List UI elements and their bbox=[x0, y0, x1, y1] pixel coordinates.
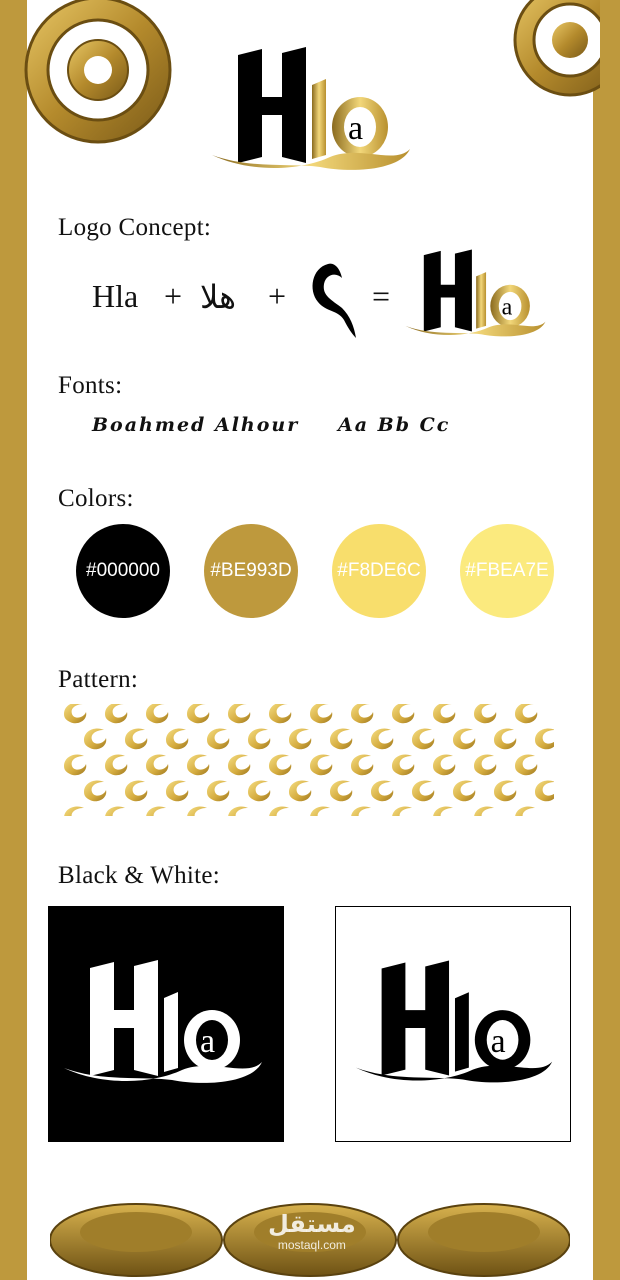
top-right-ornament bbox=[500, 0, 600, 100]
pattern-motif bbox=[330, 780, 352, 801]
pattern-motif bbox=[330, 728, 352, 749]
logo-on-white bbox=[335, 906, 571, 1142]
pattern-motif bbox=[310, 704, 332, 723]
pattern-motif bbox=[248, 728, 270, 749]
pattern-motif bbox=[494, 780, 516, 801]
pattern-motif bbox=[248, 780, 270, 801]
watermark bbox=[268, 1212, 356, 1252]
pattern-motif bbox=[105, 806, 127, 816]
pattern-motif bbox=[351, 704, 373, 723]
main-logo bbox=[210, 45, 415, 175]
concept-heading: Logo Concept: bbox=[58, 214, 212, 241]
pattern-motif bbox=[269, 806, 291, 816]
fonts-heading: Fonts: bbox=[58, 372, 123, 399]
pattern-motif bbox=[392, 806, 414, 816]
right-gold-border bbox=[593, 0, 620, 1280]
pattern-motif bbox=[515, 806, 537, 816]
concept-arabic: هلا bbox=[200, 278, 236, 316]
pattern-motif bbox=[453, 780, 475, 801]
pattern-motif bbox=[269, 704, 291, 723]
concept-result-logo bbox=[404, 248, 549, 340]
svg-text:a: a bbox=[501, 294, 513, 321]
pattern-motif bbox=[64, 704, 86, 723]
pattern-motif bbox=[187, 704, 209, 723]
pattern-motif bbox=[269, 754, 291, 775]
pattern-motif bbox=[412, 780, 434, 801]
black-logo bbox=[336, 907, 570, 1141]
pattern-motif bbox=[351, 754, 373, 775]
bw-heading: Black & White: bbox=[58, 862, 221, 889]
pattern-motif bbox=[310, 754, 332, 775]
pattern-motif bbox=[64, 754, 86, 775]
pattern-motif bbox=[187, 754, 209, 775]
color-swatch-yellow: #F8DE6C bbox=[332, 524, 426, 618]
pattern-motif bbox=[125, 728, 147, 749]
pattern-motif bbox=[146, 704, 168, 723]
pattern-motif bbox=[84, 728, 106, 749]
pattern-motif bbox=[453, 728, 475, 749]
watermark-latin: mostaql.com bbox=[277, 1238, 346, 1252]
font-name: Boahmed Alhour bbox=[92, 414, 300, 436]
pattern-motif bbox=[371, 780, 393, 801]
color-swatch-black: #000000 bbox=[76, 524, 170, 618]
pattern-motif bbox=[84, 780, 106, 801]
pattern-motif bbox=[289, 780, 311, 801]
pattern-motif bbox=[433, 704, 455, 723]
pattern-motif bbox=[494, 728, 516, 749]
plus-sign-1: + bbox=[164, 278, 183, 314]
pattern-motif bbox=[289, 728, 311, 749]
concept-row bbox=[92, 270, 562, 340]
pattern-motif bbox=[474, 754, 496, 775]
colors-heading: Colors: bbox=[58, 485, 134, 512]
pattern-motif bbox=[166, 780, 188, 801]
pattern-motif bbox=[392, 704, 414, 723]
left-gold-border bbox=[0, 0, 27, 1280]
color-swatch-gold: #BE993D bbox=[204, 524, 298, 618]
pattern-motif bbox=[515, 754, 537, 775]
pattern-motif bbox=[535, 728, 554, 749]
pattern-motif bbox=[207, 728, 229, 749]
pattern-motif bbox=[433, 754, 455, 775]
equals-sign: = bbox=[372, 278, 391, 314]
pattern-motif bbox=[166, 728, 188, 749]
logo-pattern bbox=[62, 704, 554, 816]
font-sample: Aa Bb Cc bbox=[338, 414, 451, 436]
pattern-motif bbox=[371, 728, 393, 749]
logo-at-glyph: a bbox=[348, 110, 364, 147]
pattern-motif bbox=[412, 728, 434, 749]
pattern-motif bbox=[351, 806, 373, 816]
pattern-heading: Pattern: bbox=[58, 666, 139, 693]
white-logo bbox=[48, 906, 284, 1142]
svg-text:a: a bbox=[490, 1022, 506, 1060]
watermark-arabic: مستقل bbox=[268, 1211, 356, 1238]
concept-latin: Hla bbox=[92, 278, 139, 314]
pattern-motif bbox=[146, 754, 168, 775]
pattern-motif bbox=[64, 806, 86, 816]
pattern-motif bbox=[474, 806, 496, 816]
pattern-motif bbox=[515, 704, 537, 723]
pattern-motif bbox=[105, 754, 127, 775]
pattern-motif bbox=[228, 754, 250, 775]
pattern-motif bbox=[392, 754, 414, 775]
hijab-symbol-icon bbox=[308, 260, 358, 340]
top-left-ornament bbox=[18, 0, 178, 175]
pattern-motif bbox=[146, 806, 168, 816]
svg-text:a: a bbox=[200, 1023, 216, 1060]
pattern-motif bbox=[105, 704, 127, 723]
pattern-motif bbox=[433, 806, 455, 816]
pattern-motif bbox=[310, 806, 332, 816]
pattern-motif bbox=[125, 780, 147, 801]
logo-on-black bbox=[48, 906, 284, 1142]
pattern-motif bbox=[474, 704, 496, 723]
plus-sign-2: + bbox=[268, 278, 287, 314]
pattern-motif bbox=[228, 806, 250, 816]
pattern-motif bbox=[228, 704, 250, 723]
pattern-motif bbox=[207, 780, 229, 801]
pattern-motif bbox=[535, 780, 554, 801]
pattern-motif bbox=[187, 806, 209, 816]
color-swatch-light-yellow: #FBEA7E bbox=[460, 524, 554, 618]
